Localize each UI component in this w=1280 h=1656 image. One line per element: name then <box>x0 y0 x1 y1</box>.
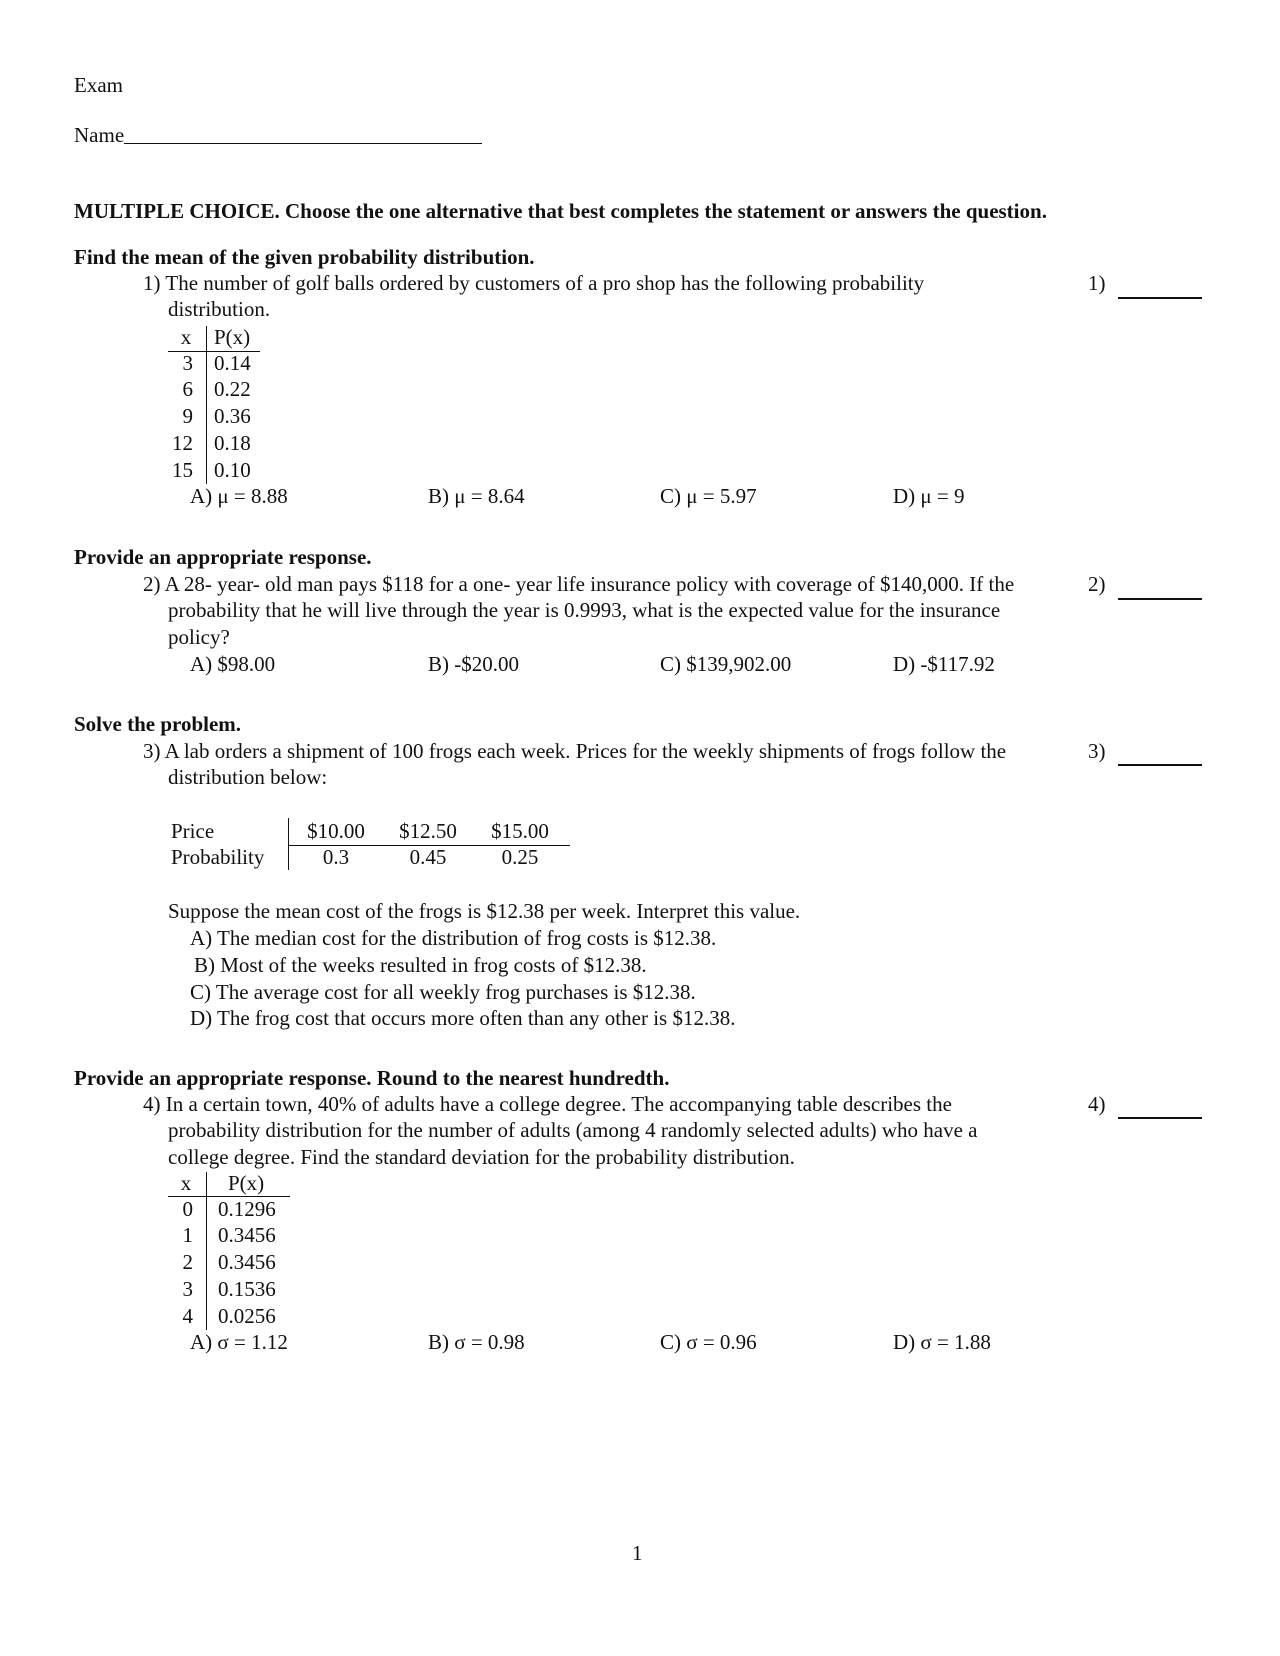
q4-text-line1: 4) In a certain town, 40% of adults have a college degree. The accompanying table describes the <box>143 1092 952 1116</box>
q1-row-x: 6 <box>182 377 193 401</box>
q3-text-line2: distribution below: <box>168 765 328 789</box>
page-number: 1 <box>632 1541 643 1565</box>
q3-price-cell: $10.00 <box>307 819 365 843</box>
q3-price-cell: $15.00 <box>491 819 549 843</box>
q1-table-header-x: x <box>180 325 192 349</box>
q2-choice-b[interactable]: B) -$20.00 <box>428 652 519 676</box>
q4-row-x: 0 <box>182 1197 193 1221</box>
q3-table-row-label-price: Price <box>171 819 215 843</box>
q3-choice-b[interactable]: B) Most of the weeks resulted in frog costs of $12.38. <box>194 953 647 977</box>
q4-table-header-p: P(x) <box>228 1171 265 1195</box>
exam-label: Exam <box>74 73 123 97</box>
q4-choice-a[interactable]: A) σ = 1.12 <box>190 1330 288 1354</box>
q3-table-row-label-probability: Probability <box>171 845 265 869</box>
q4-answer-number: 4) <box>1088 1092 1106 1116</box>
q1-row-x: 12 <box>172 431 193 455</box>
q2-answer-blank[interactable] <box>1118 598 1202 600</box>
q4-choice-b[interactable]: B) σ = 0.98 <box>428 1330 525 1354</box>
q4-row-x: 4 <box>182 1304 193 1328</box>
q1-row-p: 0.22 <box>214 377 251 401</box>
q2-choice-c[interactable]: C) $139,902.00 <box>660 652 792 676</box>
q1-row-p: 0.10 <box>214 458 251 482</box>
q3-answer-number: 3) <box>1088 739 1106 763</box>
q4-text-line2: probability distribution for the number of adults (among 4 randomly selected adults) who have a <box>168 1118 978 1142</box>
q4-choice-d[interactable]: D) σ = 1.88 <box>893 1330 991 1354</box>
q1-text-line1: 1) The number of golf balls ordered by customers of a pro shop has the following probability <box>143 271 925 295</box>
q2-section-heading: Provide an appropriate response. <box>74 545 372 569</box>
q4-table-divider <box>206 1172 207 1330</box>
q3-prob-cell: 0.45 <box>409 845 447 869</box>
q1-row-p: 0.18 <box>214 431 251 455</box>
q1-choice-c[interactable]: C) μ = 5.97 <box>660 484 757 508</box>
q3-answer-blank[interactable] <box>1118 764 1202 766</box>
q4-row-x: 3 <box>182 1277 193 1301</box>
q3-price-cell: $12.50 <box>399 819 457 843</box>
q2-text-line3: policy? <box>168 625 230 649</box>
q3-table-divider <box>288 818 289 870</box>
q1-answer-number: 1) <box>1088 271 1106 295</box>
q1-choice-a[interactable]: A) μ = 8.88 <box>190 484 288 508</box>
q4-choice-c[interactable]: C) σ = 0.96 <box>660 1330 757 1354</box>
q4-row-p: 0.1296 <box>218 1197 276 1221</box>
q1-answer-blank[interactable] <box>1118 297 1202 299</box>
q4-row-x: 1 <box>182 1223 193 1247</box>
q4-row-p: 0.3456 <box>218 1250 276 1274</box>
q2-text-line2: probability that he will live through the year is 0.9993, what is the expected value for the insurance <box>168 598 1001 622</box>
name-label: Name <box>74 123 125 147</box>
q4-text-line3: college degree. Find the standard deviation for the probability distribution. <box>168 1145 795 1169</box>
q1-row-x: 9 <box>182 404 193 428</box>
q3-choice-a[interactable]: A) The median cost for the distribution of frog costs is $12.38. <box>190 926 717 950</box>
q4-row-p: 0.3456 <box>218 1223 276 1247</box>
q1-row-x: 15 <box>172 458 193 482</box>
q4-row-p: 0.1536 <box>218 1277 276 1301</box>
q3-text-line1: 3) A lab orders a shipment of 100 frogs each week. Prices for the weekly shipments of frogs follow the <box>143 739 1007 763</box>
q4-answer-blank[interactable] <box>1118 1117 1202 1119</box>
instructions: MULTIPLE CHOICE. Choose the one alternative that best completes the statement or answers the question. <box>74 199 1047 223</box>
q3-section-heading: Solve the problem. <box>74 712 242 736</box>
q4-row-x: 2 <box>182 1250 193 1274</box>
q2-choice-a[interactable]: A) $98.00 <box>190 652 276 676</box>
name-field[interactable] <box>124 143 482 144</box>
q4-row-p: 0.0256 <box>218 1304 276 1328</box>
q1-row-p: 0.36 <box>214 404 251 428</box>
q1-table-header-p: P(x) <box>214 325 251 349</box>
q1-table-divider <box>206 326 207 484</box>
q3-choice-c[interactable]: C) The average cost for all weekly frog purchases is $12.38. <box>190 980 696 1004</box>
q1-row-x: 3 <box>182 351 193 375</box>
q3-question: Suppose the mean cost of the frogs is $12.38 per week. Interpret this value. <box>168 899 801 923</box>
q2-answer-number: 2) <box>1088 572 1106 596</box>
q4-section-heading: Provide an appropriate response. Round to the nearest hundredth. <box>74 1066 670 1090</box>
q1-row-p: 0.14 <box>214 351 251 375</box>
q1-text-line2: distribution. <box>168 297 271 321</box>
q1-choice-b[interactable]: B) μ = 8.64 <box>428 484 525 508</box>
q3-choice-d[interactable]: D) The frog cost that occurs more often than any other is $12.38. <box>190 1006 736 1030</box>
q3-prob-cell: 0.3 <box>322 845 350 869</box>
q2-choice-d[interactable]: D) -$117.92 <box>893 652 995 676</box>
q4-table-header-x: x <box>180 1171 192 1195</box>
q1-choice-d[interactable]: D) μ = 9 <box>893 484 965 508</box>
q3-prob-cell: 0.25 <box>501 845 539 869</box>
q1-section-heading: Find the mean of the given probability distribution. <box>74 245 535 269</box>
q2-text-line1: 2) A 28- year- old man pays $118 for a one- year life insurance policy with coverage of $140,000. If the <box>143 572 1015 596</box>
